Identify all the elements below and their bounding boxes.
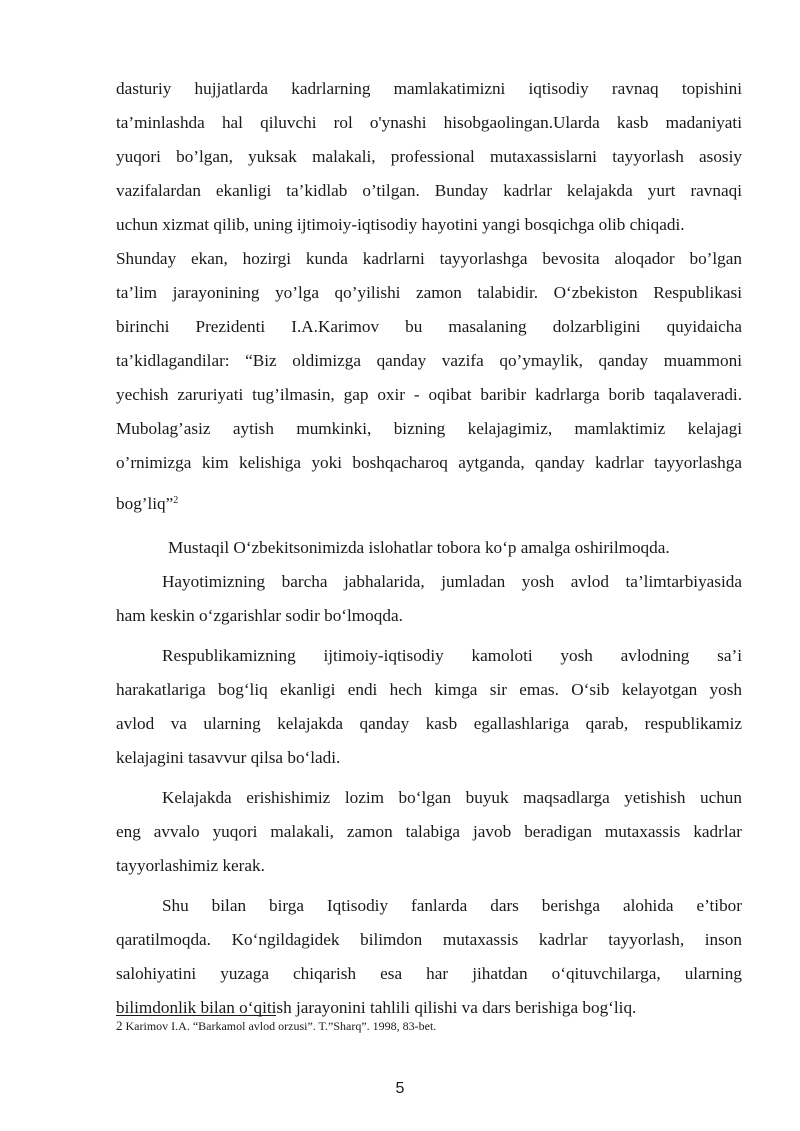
text-line: Mustaqil O‘zbekitsonimizda islohatlar tobora ko‘p amalga oshirilmoqda. (168, 538, 670, 557)
text-line: birinchi Prezidenti I.A.Karimov bu masalaning dolzarbligini quyidaicha (116, 317, 742, 336)
footnote (116, 1018, 436, 1034)
text-line: harakatlariga bog‘liq ekanligi endi hech kimga sir emas. O‘sib kelayotgan yosh (116, 680, 742, 699)
footnote-number: 2 (116, 1018, 123, 1033)
footnote-reference[interactable]: 2 (173, 495, 179, 506)
text-line: kelajagini tasavvur qilsa bo‘ladi. (116, 748, 341, 767)
paragraph-2 (116, 242, 742, 525)
text-line: vazifalardan ekanligi ta’kidlab o’tilgan. Bunday kadrlar kelajakda yurt ravnaqi (116, 181, 742, 200)
text-line: uchun xizmat qilib, uning ijtimoiy-iqtisodiy hayotini yangi bosqichga olib chiqadi. (116, 215, 685, 234)
text-line: salohiyatini yuzaga chiqarish esa har jihatdan o‘qituvchilarga, ularning (116, 964, 742, 983)
text-line: eng avvalo yuqori malakali, zamon talabiga javob beradigan mutaxassis kadrlar (116, 822, 742, 841)
paragraph-4 (116, 565, 742, 633)
text-line: Shu bilan birga Iqtisodiy fanlarda dars berishga alohida e’tibor (162, 896, 742, 915)
paragraph-3 (116, 531, 742, 565)
text-line (116, 480, 742, 525)
text-line: ham keskin o‘zgarishlar sodir bo‘lmoqda. (116, 606, 403, 625)
text-line: tayyorlashimiz kerak. (116, 856, 265, 875)
text-line: bilimdonlik bilan o‘qitish jarayonini tahlili qilishi va dars berishiga bog‘liq. (116, 998, 637, 1017)
text-line: avlod va ularning kelajakda qanday kasb egallashlariga qarab, respublikamiz (116, 714, 742, 733)
paragraph-7 (116, 889, 742, 1025)
text-line: Shunday ekan, hozirgi kunda kadrlarni tayyorlashga bevosita aloqador bo’lgan (116, 249, 742, 268)
paragraph-1 (116, 72, 742, 242)
text-line: ta’minlashda hal qiluvchi rol o'ynashi hisobgaolingan.Ularda kasb madaniyati (116, 113, 742, 132)
footnote-divider (116, 1015, 276, 1016)
text-line: dasturiy hujjatlarda kadrlarning mamlakatimizni iqtisodiy ravnaq topishini (116, 79, 742, 98)
paragraph-5 (116, 639, 742, 775)
text-line: yechish zaruriyati tug’ilmasin, gap oxir - oqibat baribir kadrlarga borib taqalaveradi. (116, 385, 742, 404)
paragraph-6 (116, 781, 742, 883)
text-line: ta’kidlagandilar: “Biz oldimizga qanday vazifa qo’ymaylik, qanday muammoni (116, 351, 742, 370)
text-line: o’rnimizga kim kelishiga yoki boshqacharoq aytganda, qanday kadrlar tayyorlashga (116, 453, 742, 472)
text-line: Respublikamizning ijtimoiy-iqtisodiy kamoloti yosh avlodning sa’i (162, 646, 742, 665)
text-line: yuqori bo’lgan, yuksak malakali, professional mutaxassislarni tayyorlash asosiy (116, 147, 742, 166)
document-body (116, 72, 742, 1025)
page-number: 5 (395, 1080, 405, 1097)
text-line: qaratilmoqda. Ko‘ngildagidek bilimdon mutaxassis kadrlar tayyorlash, inson (116, 930, 742, 949)
footnote-text: Karimov I.A. “Barkamol avlod orzusi”. T.”Sharq”. 1998, 83-bet. (125, 1019, 437, 1033)
text-line: Kelajakda erishishimiz lozim bo‘lgan buyuk maqsadlarga yetishish uchun (162, 788, 742, 807)
text-line: Mubolag’asiz aytish mumkinki, bizning kelajagimiz, mamlaktimiz kelajagi (116, 419, 742, 438)
quote-end-text: bog’liq” (116, 494, 174, 513)
text-line: Hayotimizning barcha jabhalarida, jumladan yosh avlod ta’limtarbiyasida (162, 572, 742, 591)
text-line: ta’lim jarayonining yo’lga qo’yilishi zamon talabidir. O‘zbekiston Respublikasi (116, 283, 742, 302)
